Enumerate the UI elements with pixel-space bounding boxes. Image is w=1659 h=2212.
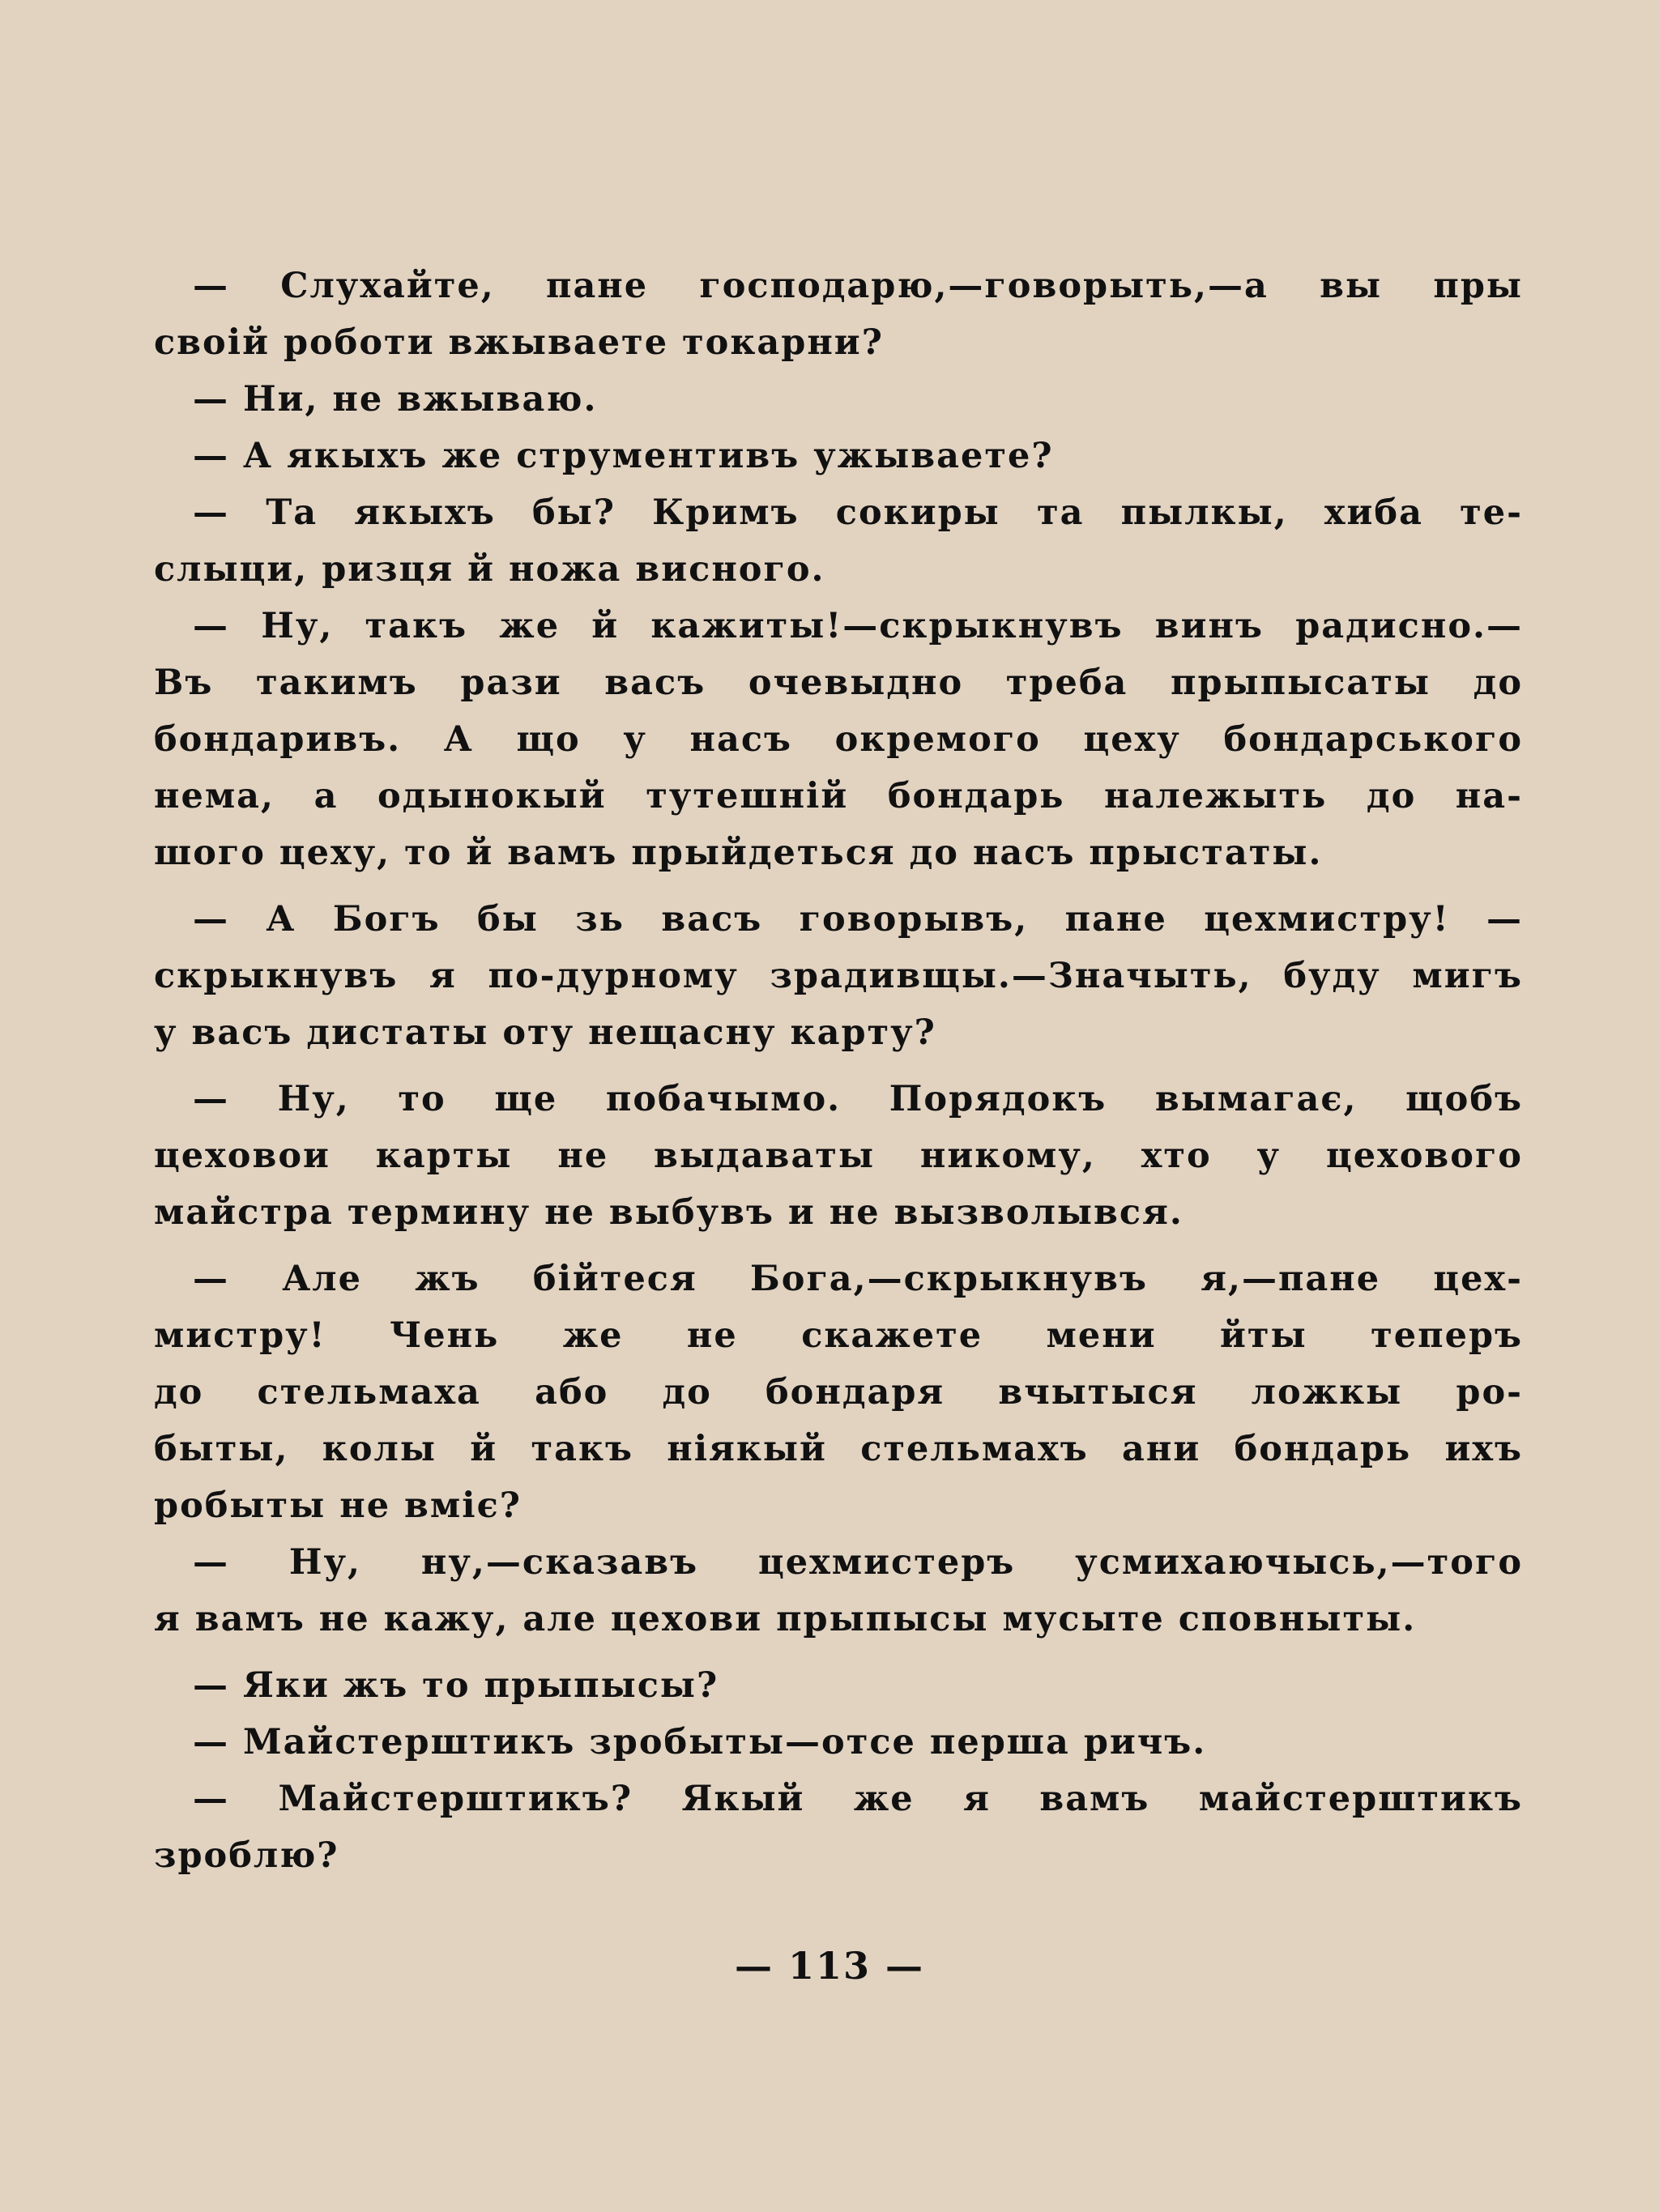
text-line: — Слухайте, пане господарю,—говорыть,—а вы пры [193,266,1523,306]
text-line: — А якыхъ же струментивъ ужываете? [193,436,1054,476]
paragraph-gap [154,1061,1523,1071]
text-line: цеховои карты не выдаваты никому, хто у цехового [154,1136,1523,1176]
text-line: зроблю? [154,1835,339,1876]
paragraph [154,1071,1523,1241]
paragraph [154,1714,1523,1771]
text-line: скрыкнувъ я по-дурному зрадивщы.—Значыть, буду мигъ [154,956,1523,996]
paragraph [154,428,1523,484]
text-line: у васъ дистаты оту нещасну карту? [154,1012,936,1053]
text-line: бондаривъ. А що у насъ окремого цеху бондарського [154,719,1523,760]
paragraph [154,484,1523,598]
text-line: — Ну, то ще побачымо. Порядокъ вымагає, щобъ [193,1079,1523,1119]
paragraph [154,1534,1523,1647]
paragraph [154,1771,1523,1884]
text-line: быты, колы й такъ ніякый стельмахъ ани бондарь ихъ [154,1429,1523,1469]
paragraph-gap [154,1241,1523,1251]
text-line: — Ну, такъ же й кажиты!—скрыкнувъ винъ радисно.— [193,606,1523,646]
text-line: мистру! Чень же не скажете мени йты теперъ [154,1315,1523,1356]
text-line: слыци, ризця й ножа висного. [154,549,825,590]
text-line: — Майстерштикъ зробыты—отсе перша ричъ. [193,1722,1207,1762]
page-number: — 113 — [734,1944,925,1988]
text-line: — Яки жъ то прыпысы? [193,1665,719,1706]
paragraph-gap [154,1647,1523,1657]
paragraph [154,1251,1523,1534]
text-line: — Майстерштикъ? Якый же я вамъ майстерштикъ [193,1779,1523,1819]
text-line: своій роботи вжываете токарни? [154,322,884,363]
text-line: — Ни, не вжываю. [193,379,598,420]
text-line: — А Богъ бы зь васъ говорывъ, пане цехмистру! — [193,899,1523,940]
text-line: до стельмаха або до бондаря вчытыся ложкы ро- [154,1372,1523,1413]
text-line: — Але жъ бійтеся Бога,—скрыкнувъ я,—пане цех- [193,1259,1523,1299]
text-line: робыты не вміє? [154,1485,522,1526]
text-line: я вамъ не кажу, але цехови прыпысы мусыте сповныты. [154,1599,1417,1639]
text-line: — Ну, ну,—сказавъ цехмистеръ усмихаючысь,—того [193,1542,1523,1583]
paragraph [154,891,1523,1061]
paragraph [154,598,1523,881]
paragraph [154,1657,1523,1714]
paragraph-gap [154,881,1523,891]
text-line: шого цеху, то й вамъ прыйдеться до насъ прыстаты. [154,833,1323,873]
text-line: нема, а одынокый тутешній бондарь належыть до на- [154,776,1523,816]
text-line: Въ такимъ рази васъ очевыдно треба прыпысаты до [154,663,1523,703]
paragraph [154,371,1523,428]
paragraph [154,258,1523,371]
page-text [154,258,1523,1884]
text-line: — Та якыхъ бы? Кримъ сокиры та пылкы, хиба те- [193,492,1523,533]
text-line: майстра термину не выбувъ и не вызволывся. [154,1192,1183,1233]
